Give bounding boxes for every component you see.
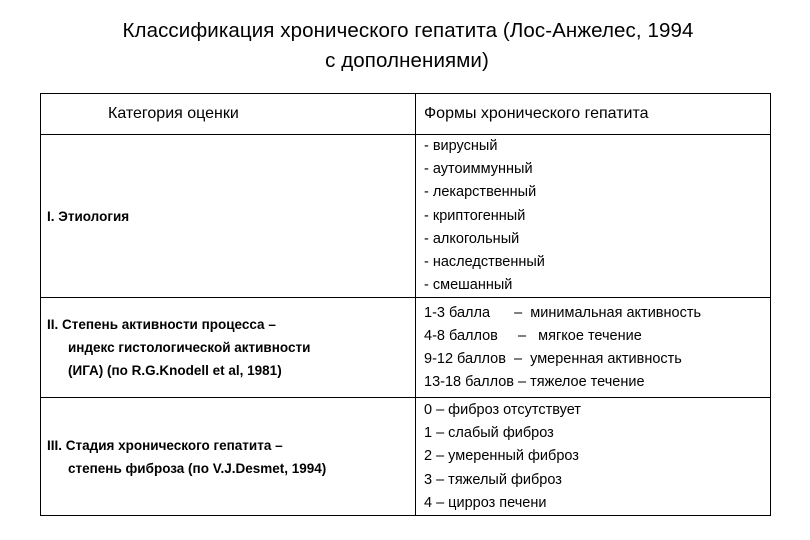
list-item: 4-8 баллов – мягкое течение (424, 327, 642, 344)
list-item: 0 – фиброз отсутствует (424, 401, 581, 418)
category-line: (ИГА) (по R.G.Knodell et al, 1981) (68, 363, 282, 379)
category-line: II. Степень активности процесса – (47, 317, 276, 333)
header-category: Категория оценки (41, 94, 416, 135)
table-row (41, 135, 771, 298)
list-item: 1 – слабый фиброз (424, 425, 554, 442)
list-item: - алкогольный (424, 230, 520, 247)
category-cell-etiology (41, 135, 416, 298)
category-line: I. Этиология (47, 208, 130, 224)
list-item: 13-18 баллов – тяжелое течение (424, 374, 645, 391)
category-cell-activity (41, 298, 416, 398)
category-line: степень фиброза (по V.J.Desmet, 1994) (68, 460, 327, 476)
list-item: - наследственный (424, 254, 545, 271)
table-header-row (41, 94, 771, 135)
list-item: 4 – цирроз печени (424, 494, 547, 511)
category-line: индекс гистологической активности (68, 340, 311, 356)
header-forms: Формы хронического гепатита (416, 94, 771, 135)
list-item: 3 – тяжелый фиброз (424, 471, 562, 488)
list-item: 2 – умеренный фиброз (424, 448, 579, 465)
table-row (41, 398, 771, 516)
list-item: - вирусный (424, 138, 498, 154)
classification-table (40, 93, 771, 516)
category-line: III. Стадия хронического гепатита – (47, 437, 283, 453)
title-line-2: с дополнениями) (325, 49, 489, 72)
forms-cell-activity (416, 298, 771, 398)
list-item: - лекарственный (424, 184, 537, 201)
list-item: 1-3 балла – минимальная активность (424, 304, 702, 321)
page-title (0, 16, 810, 76)
forms-cell-etiology (416, 135, 771, 298)
list-item: 9-12 баллов – умеренная активность (424, 350, 682, 367)
title-line-1: Классификация хронического гепатита (Лос-Анжелес, 1994 (122, 19, 694, 42)
forms-cell-stage (416, 398, 771, 516)
table-row (41, 298, 771, 398)
list-item: - криптогенный (424, 207, 526, 224)
list-item: - аутоиммунный (424, 161, 533, 178)
list-item: - смешанный (424, 277, 513, 294)
category-cell-stage (41, 398, 416, 516)
